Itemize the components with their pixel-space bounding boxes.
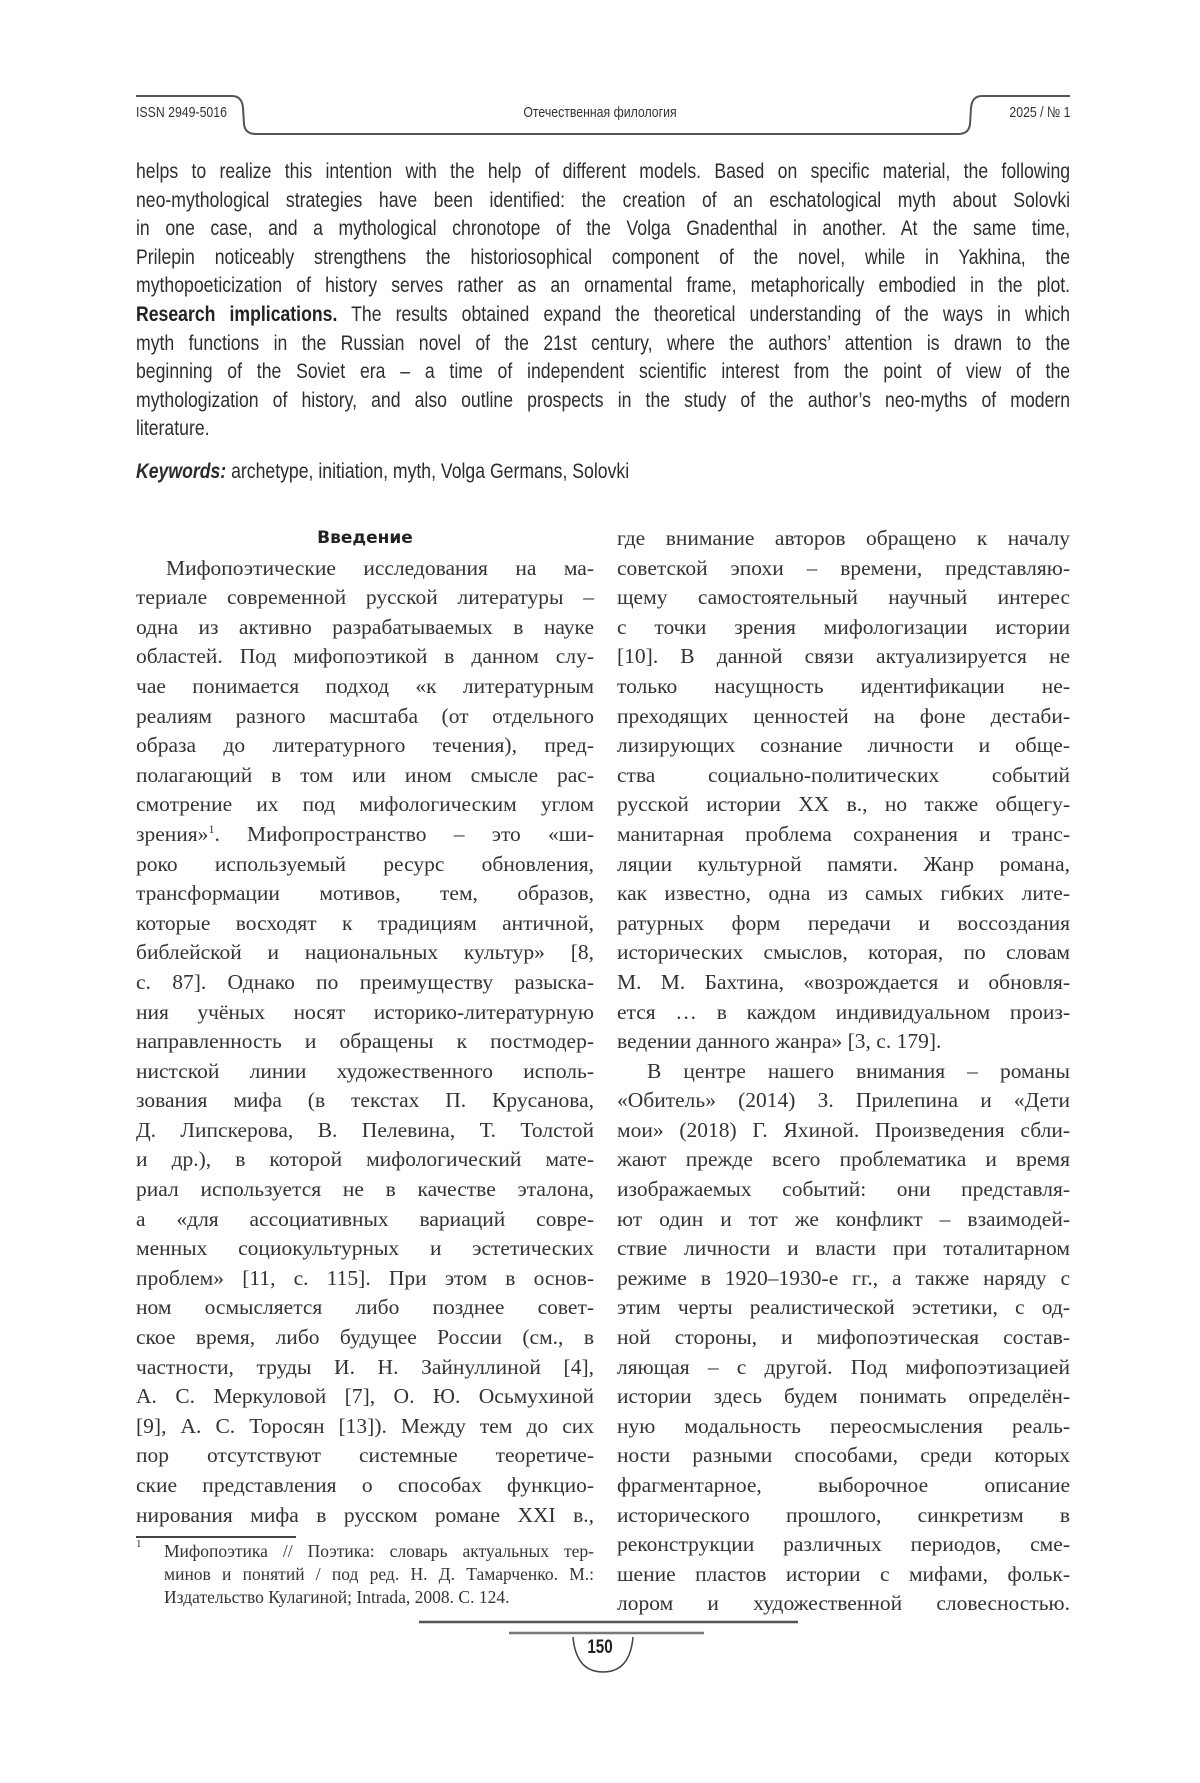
text-run: библейской и национальных культур» [8, [136, 940, 594, 965]
text-run: нирования мифа в русском романе XXI в., [136, 1502, 594, 1527]
text-line [136, 1205, 594, 1235]
text-run: ности разными способами, среди которых [617, 1443, 1070, 1468]
text-line [617, 1175, 1070, 1205]
text-line [617, 524, 1070, 554]
text-run: Prilepin noticeably strengthens the historiosophical component of the novel, while in Yakhina, the [136, 245, 1071, 269]
text-line [617, 1264, 1070, 1294]
text-line [136, 272, 1070, 301]
text-run: ном осмысляется либо позднее совет- [136, 1295, 594, 1320]
text-line [136, 731, 594, 761]
abstract [136, 158, 1070, 444]
text-run: жают прежде всего проблематика и время [617, 1147, 1070, 1172]
text-line [136, 702, 594, 732]
text-run: с. 87]. Однако по преимуществу разыска- [136, 969, 594, 994]
text-line [136, 301, 1070, 330]
text-run: neo-mythological strategies have been identified: the creation of an eschatological myth about Solovki [136, 188, 1071, 212]
footnote [136, 1540, 594, 1609]
text-run: ские представления о способах функцио- [136, 1473, 594, 1497]
header-issn: ISSN 2949-5016 [136, 104, 227, 121]
text-line [136, 1175, 594, 1205]
text-line [136, 215, 1070, 244]
text-run: истории здесь будем понимать определён- [617, 1384, 1070, 1409]
text-run: ства социально-политических событий [617, 762, 1070, 787]
text-line [617, 613, 1070, 643]
text-run: лизирующих сознание личности и обще- [617, 733, 1070, 758]
text-run: in one case, and a mythological chronotope of the Volga Gnadenthal in another. At the same time, [136, 217, 1071, 241]
text-run: пор отсутствуют системные теоретиче- [136, 1443, 594, 1468]
text-line [136, 158, 1070, 187]
text-run: literature. [136, 417, 210, 441]
text-run: myth functions in the Russian novel of the 21st century, where the authors’ attention is drawn to the [136, 331, 1071, 355]
footnote-line: минов и понятий / под ред. Н. Д. Тамарченко. М.: [164, 1564, 594, 1584]
keywords [136, 458, 1070, 486]
text-line [617, 1145, 1070, 1175]
text-line [136, 879, 594, 909]
text-line [136, 613, 594, 643]
text-line [617, 998, 1070, 1028]
text-line [617, 672, 1070, 702]
footnote-line: Издательство Кулагиной; Intrada, 2008. С. 124. [164, 1587, 510, 1607]
text-line [136, 1382, 594, 1412]
text-line [617, 1560, 1070, 1590]
text-run: проблем» [11, с. 115]. При этом в основ- [136, 1265, 594, 1290]
text-run: mythopoeticization of history serves rather as an ornamental frame, metaphorically embodied in the plot. [136, 274, 1071, 298]
text-line [136, 642, 594, 672]
text-run: териале современной русской литературы – [136, 585, 594, 610]
text-run: трансформации мотивов, тем, образов, [136, 881, 594, 906]
text-run: зрения» [136, 821, 209, 846]
text-line [136, 1027, 594, 1057]
text-run: мои» (2018) Г. Яхиной. Произведения сбли- [617, 1117, 1070, 1142]
text-run: щему самостоятельный научный интерес [617, 585, 1070, 610]
text-line [617, 1116, 1070, 1146]
text-run: а «для ассоциативных вариаций совре- [136, 1206, 594, 1231]
keywords-value: archetype, initiation, myth, Volga Germans, Solovki [226, 460, 630, 483]
text-line [617, 968, 1070, 998]
text-line [136, 672, 594, 702]
text-line [136, 583, 594, 613]
text-line [617, 850, 1070, 880]
text-run: [9], А. С. Торосян [13]). Между тем до сих [136, 1413, 594, 1438]
text-line [617, 790, 1070, 820]
text-line [617, 938, 1070, 968]
text-run: и др.), в которой мифологический мате- [136, 1147, 594, 1172]
text-run: русской истории XX в., но также общегу- [617, 792, 1070, 817]
text-line [617, 909, 1070, 939]
text-line [617, 642, 1070, 672]
text-run: В центре нашего внимания – романы [647, 1058, 1070, 1083]
text-line [617, 1501, 1070, 1531]
text-run: «Обитель» (2014) З. Прилепина и «Дети [617, 1088, 1070, 1113]
text-run: которые восходят к традициям античной, [136, 910, 594, 935]
text-run: ляции культурной памяти. Жанр романа, [617, 851, 1070, 876]
footnote-rule [136, 1536, 296, 1538]
text-run: режиме в 1920–1930-е гг., а также наряду с [617, 1265, 1070, 1290]
text-run: изображаемых событий: они представля- [617, 1177, 1070, 1202]
text-run: ется … в каждом индивидуальном произ- [617, 999, 1070, 1024]
text-line [136, 1057, 594, 1087]
header-journal-title: Отечественная филология [523, 104, 677, 121]
text-line [136, 1086, 594, 1116]
text-run: beginning of the Soviet era – a time of independent scientific interest from the point of view of the [136, 360, 1071, 384]
text-run: ское время, либо будущее России (см., в [136, 1325, 594, 1350]
text-run: А. С. Меркуловой [7], О. Ю. Осьмухиной [136, 1384, 594, 1409]
text-line [617, 820, 1070, 850]
text-run: Д. Липскерова, В. Пелевина, Т. Толстой [136, 1117, 594, 1142]
text-line [136, 1264, 594, 1294]
text-run: ную модальность переосмысления реаль- [617, 1413, 1070, 1438]
header-issue: 2025 / № 1 [1008, 104, 1070, 121]
text-run: образа до литературного течения), пред- [136, 733, 594, 758]
text-run: helps to realize this intention with the help of different models. Based on specific material, the following [136, 160, 1071, 183]
text-line [617, 1205, 1070, 1235]
text-line [136, 909, 594, 939]
keywords-label: Keywords: [136, 460, 227, 483]
text-line [617, 879, 1070, 909]
footnote-reference[interactable]: 1 [208, 821, 215, 836]
text-line [617, 1412, 1070, 1442]
text-run: этим черты реалистической эстетики, с од- [617, 1295, 1070, 1320]
text-run: советской эпохи – времени, представляю- [617, 555, 1070, 580]
text-line [617, 583, 1070, 613]
text-line [617, 1589, 1070, 1619]
text-line [136, 1353, 594, 1383]
text-run: . Мифопространство – это «ши- [214, 821, 594, 846]
text-line [136, 1234, 594, 1264]
text-run: фрагментарное, выборочное описание [617, 1473, 1070, 1497]
text-run: ной стороны, и мифопоэтическая состав- [617, 1325, 1070, 1350]
text-line [617, 731, 1070, 761]
text-run: областей. Под мифопоэтикой в данном слу- [136, 644, 594, 669]
text-run: М. М. Бахтина, «возрождается и обновля- [617, 969, 1070, 994]
text-run: [10]. В данной связи актуализируется не [617, 644, 1070, 669]
text-line [136, 820, 594, 850]
text-line [136, 938, 594, 968]
text-line [617, 1057, 1070, 1087]
text-line [617, 1234, 1070, 1264]
text-line [136, 968, 594, 998]
text-line [136, 187, 1070, 216]
text-run: ратурных форм передачи и воссоздания [617, 910, 1070, 935]
text-run: менных социокультурных и эстетических [136, 1236, 594, 1261]
text-run: ют один и тот же конфликт – взаимодей- [617, 1206, 1070, 1231]
text-run: только насущность идентификации не- [617, 673, 1070, 698]
text-line [136, 358, 1070, 387]
text-line [617, 1382, 1070, 1412]
text-run: манитарная проблема сохранения и транс- [617, 821, 1070, 846]
text-run: нистской линии художественного исполь- [136, 1058, 594, 1083]
text-run: роко используемый ресурс обновления, [136, 851, 594, 876]
text-line [136, 1116, 594, 1146]
text-run: направленность и обращены к постмодер- [136, 1029, 594, 1054]
body-column-left [136, 524, 594, 1530]
text-line [136, 790, 594, 820]
text-run: шение пластов истории с мифами, фольк- [617, 1561, 1070, 1586]
text-line [136, 387, 1070, 416]
text-run: одна из активно разрабатываемых в науке [136, 614, 594, 639]
bold-run-in-heading: Research implications. [136, 302, 338, 326]
text-line [617, 1353, 1070, 1383]
text-line [136, 761, 594, 791]
text-run: смотрение их под мифологическим углом [136, 792, 594, 817]
text-line [136, 1412, 594, 1442]
text-run: исторических смыслов, которая, по словам [617, 940, 1070, 965]
text-run: реконструкции различных периодов, сме- [617, 1532, 1070, 1557]
text-run: зования мифа (в текстах П. Крусанова, [136, 1088, 594, 1113]
text-line [136, 1501, 594, 1531]
text-line [617, 702, 1070, 732]
text-line [136, 1441, 594, 1471]
page-number: 150 [587, 1637, 613, 1658]
text-run: риал используется не в качестве эталона, [136, 1177, 594, 1202]
text-run: с точки зрения мифологизации истории [617, 614, 1070, 639]
text-line [617, 1471, 1070, 1501]
text-line [617, 1530, 1070, 1560]
text-line [617, 1323, 1070, 1353]
text-line [136, 1471, 594, 1501]
text-line [136, 998, 594, 1028]
text-run: лором и художественной словесностью. [617, 1591, 1070, 1616]
footnote-mark: 1 [136, 1538, 142, 1550]
text-line [136, 850, 594, 880]
text-run: как известно, одна из самых гибких лите- [617, 881, 1070, 906]
text-run: где внимание авторов обращено к началу [617, 526, 1070, 550]
text-line [617, 1027, 1070, 1057]
text-run: полагающий в том или ином смысле рас- [136, 762, 594, 787]
text-line [136, 554, 594, 584]
text-run: ния учёных носят историко-литературную [136, 999, 594, 1024]
text-run: ствие личности и власти при тоталитарном [617, 1236, 1070, 1261]
text-line [136, 1323, 594, 1353]
text-line [136, 415, 1070, 444]
text-line [136, 244, 1070, 273]
text-run: частности, труды И. Н. Зайнуллиной [4], [136, 1354, 594, 1379]
text-line [617, 761, 1070, 791]
text-line [136, 1293, 594, 1323]
body-column-right [617, 524, 1070, 1619]
text-run: исторического прошлого, синкретизм в [617, 1502, 1070, 1527]
text-run: The results obtained expand the theoretical understanding of the ways in which [337, 302, 1071, 326]
text-run: ведении данного жанра» [3, с. 179]. [617, 1029, 942, 1054]
text-line [617, 554, 1070, 584]
text-line [617, 1086, 1070, 1116]
text-run: ляющая – с другой. Под мифопоэтизацией [617, 1354, 1070, 1379]
text-run: чае понимается подход «к литературным [136, 673, 594, 698]
text-run: преходящих ценностей на фоне дестаби- [617, 703, 1070, 728]
footnote-line: Мифопоэтика // Поэтика: словарь актуальных тер- [164, 1541, 594, 1561]
section-heading: Введение [317, 528, 413, 548]
text-line [136, 330, 1070, 359]
text-run: Мифопоэтические исследования на ма- [166, 555, 594, 580]
text-run: mythologization of history, and also outline prospects in the study of the author’s neo-myths of modern [136, 388, 1071, 412]
text-line [136, 1145, 594, 1175]
text-line [617, 1441, 1070, 1471]
text-run: реалиям разного масштаба (от отдельного [136, 703, 594, 728]
text-line [617, 1293, 1070, 1323]
